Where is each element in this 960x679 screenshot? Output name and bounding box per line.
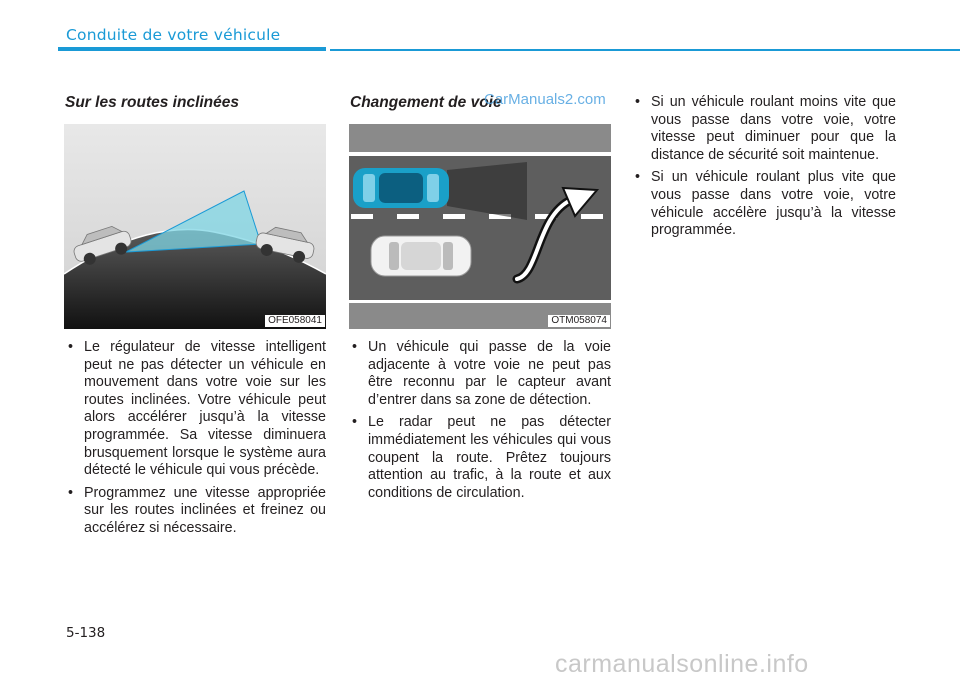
list-item: • Le radar peut ne pas détecter immédiatement les véhicules qui vous coupent la route. Prêtez toujours attention au trafic, à la route et aux conditions de circulation.	[349, 414, 611, 502]
header-rule-thick	[58, 47, 326, 51]
figure-code: OFE058041	[265, 315, 325, 327]
bullet-list-col2	[349, 339, 611, 507]
list-item: • Si un véhicule roulant moins vite que vous passe dans votre voie, votre vitesse peut diminuer pour que la distance de sécurité soit maintenue.	[632, 94, 896, 164]
bullet-list-col1	[65, 339, 326, 543]
lane-change-illustration	[349, 124, 611, 329]
following-car	[371, 236, 471, 276]
page-number: 5-138	[66, 625, 106, 641]
figure-code: OTM058074	[548, 315, 610, 327]
watermark-top: CarManuals2.com	[484, 91, 606, 108]
list-item: • Si un véhicule roulant plus vite que vous passe dans votre voie, votre véhicule accélère jusqu’à la vitesse programmée.	[632, 169, 896, 239]
bullet-list-col3	[632, 94, 896, 245]
lead-car	[353, 168, 449, 208]
list-item: • Le régulateur de vitesse intelligent peut ne pas détecter un véhicule en mouvement dans votre voie sur les routes inclinées. Votre véhicule peut alors accélérer jusqu’à la vitesse programmée. Sa vitesse diminuera brusquement lorsque le système aura détecté le véhicule qui vous précède.	[65, 339, 326, 480]
watermark-bottom: carmanualsonline.info	[555, 650, 809, 678]
figure-inclined-road	[64, 124, 326, 329]
list-item: • Programmez une vitesse appropriée sur les routes inclinées et freinez ou accélérez si nécessaire.	[65, 485, 326, 538]
inclined-road-illustration	[64, 124, 326, 329]
running-header: Conduite de votre véhicule	[66, 26, 281, 44]
section-title-lane-change: Changement de voie	[350, 94, 502, 111]
header-rule-thin	[330, 49, 960, 51]
section-title-inclined-roads: Sur les routes inclinées	[65, 94, 240, 111]
list-item: • Un véhicule qui passe de la voie adjacente à votre voie ne peut pas être reconnu par le capteur avant d’entrer dans sa zone de détection.	[349, 339, 611, 409]
figure-lane-change	[349, 124, 611, 329]
